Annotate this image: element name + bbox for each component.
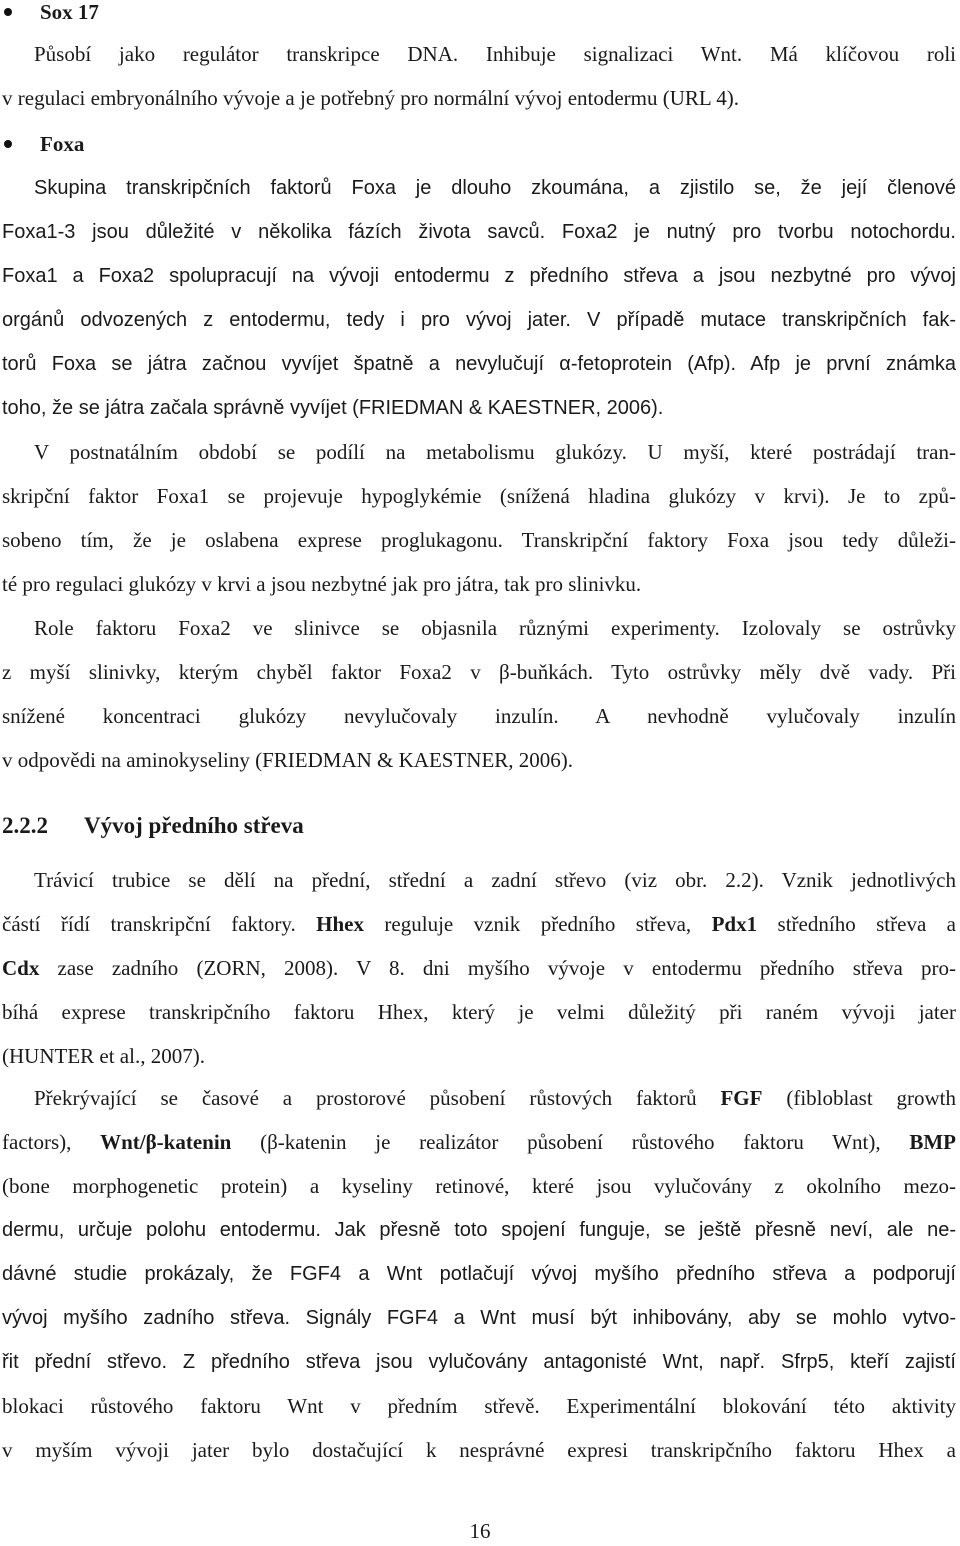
section-title: Vývoj předního střeva — [84, 813, 304, 838]
text-line: z myší slinivky, kterým chyběl faktor Foxa2 v β-buňkách. Tyto ostrůvky měly dvě vady. Při — [2, 660, 956, 684]
text-line: factors), Wnt/β-katenin (β-katenin je realizátor působení růstového faktoru Wnt), BMP — [2, 1130, 956, 1154]
text-line: (HUNTER et al., 2007). — [2, 1044, 205, 1068]
text-line: řit přední střevo. Z předního střeva jsou vylučovány antagonisté Wnt, např. Sfrp5, kteří zajistí — [2, 1351, 956, 1373]
factor-bmp: BMP — [909, 1130, 956, 1154]
page-number: 16 — [469, 1519, 491, 1543]
text-line: sobeno tím, že je oslabena exprese proglukagonu. Transkripční faktory Foxa jsou tedy důleži- — [2, 528, 956, 552]
text-line: Trávicí trubice se dělí na přední, střední a zadní střevo (viz obr. 2.2). Vznik jednotlivých — [34, 868, 956, 892]
section-heading — [2, 808, 304, 844]
text-line: v myším vývoji jater bylo dostačující k nesprávné expresi transkripčního faktoru Hhex a — [2, 1438, 956, 1462]
text-line: vývoj myšího zadního střeva. Signály FGF4 a Wnt musí být inhibovány, aby se mohlo vytvo- — [2, 1307, 956, 1329]
text-line: Foxa1 a Foxa2 spolupracují na vývoji entodermu z předního střeva a jsou nezbytné pro vývoj — [2, 265, 956, 287]
text-line: (bone morphogenetic protein) a kyseliny retinové, které jsou vylučovány z okolního mezo- — [2, 1174, 956, 1198]
factor-wnt-katenin: Wnt/β-katenin — [100, 1130, 232, 1154]
foxa2-paragraph — [2, 606, 956, 782]
foxa-paragraph — [2, 166, 956, 430]
text-line: Skupina transkripčních faktorů Foxa je dlouho zkoumána, a zjistilo se, že její členové — [34, 177, 956, 199]
foxa-heading: Foxa — [40, 132, 84, 156]
text-line: orgánů odvozených z entodermu, tedy i pro vývoj jater. V případě mutace transkripčních fak- — [2, 309, 956, 331]
text-line: v odpovědi na aminokyseliny (FRIEDMAN & KAESTNER, 2006). — [2, 748, 574, 772]
text-line: Působí jako regulátor transkripce DNA. Inhibuje signalizaci Wnt. Má klíčovou roli — [34, 42, 956, 66]
text-line: bíhá exprese transkripčního faktoru Hhex, který je velmi důležitý při raném vývoji jater — [2, 1000, 956, 1024]
gene-hhex: Hhex — [316, 912, 364, 936]
text-line: té pro regulaci glukózy v krvi a jsou nezbytné jak pro játra, tak pro slinivku. — [2, 572, 642, 596]
text-line: částí řídí transkripční faktory. Hhex reguluje vznik předního střeva, Pdx1 středního střeva a — [2, 912, 957, 936]
text-line: v regulaci embryonálního vývoje a je potřebný pro normální vývoj entodermu (URL 4). — [2, 86, 739, 110]
factor-fgf: FGF — [720, 1086, 763, 1110]
text-line: Role faktoru Foxa2 ve slinivce se objasnila různými experimenty. Izolovaly se ostrůvky — [34, 616, 956, 640]
text-line: Cdx zase zadního (ZORN, 2008). V 8. dni myšího vývoje v entodermu předního střeva pro- — [2, 956, 956, 980]
text-line: dermu, určuje polohu entodermu. Jak přesně toto spojení funguje, se ještě přesně neví, ale ne- — [2, 1219, 956, 1241]
foxa-metabolism-paragraph — [2, 430, 956, 606]
bullet-icon — [4, 8, 12, 16]
text-line: Foxa1-3 jsou důležité v několika fázích života savců. Foxa2 je nutný pro tvorbu notochordu. — [2, 221, 956, 243]
sox17-paragraph — [2, 32, 956, 120]
sox17-heading: Sox 17 — [40, 0, 99, 24]
section-number: 2.2.2 — [2, 813, 48, 838]
gene-cdx: Cdx — [2, 956, 40, 980]
bullet-icon — [4, 140, 12, 148]
text-line: dávné studie prokázaly, že FGF4 a Wnt potlačují vývoj myšího předního střeva a podporují — [2, 1263, 956, 1285]
text-line: toho, že se játra začala správně vyvíjet (FRIEDMAN & KAESTNER, 2006). — [2, 397, 664, 419]
foregut-paragraph-2 — [2, 1076, 956, 1472]
gene-pdx1: Pdx1 — [711, 912, 758, 936]
text-line: Překrývající se časové a prostorové působení růstových faktorů FGF (fibloblast growth — [34, 1086, 956, 1110]
foregut-paragraph-1 — [2, 858, 956, 1078]
text-line: torů Foxa se játra začnou vyvíjet špatně a nevylučují α-fetoprotein (Afp). Afp je první známka — [2, 353, 956, 375]
text-line: V postnatálním období se podílí na metabolismu glukózy. U myší, které postrádají tran- — [34, 440, 956, 464]
text-line: snížené koncentraci glukózy nevylučovaly inzulín. A nevhodně vylučovaly inzulín — [2, 704, 956, 728]
text-line: skripční faktor Foxa1 se projevuje hypoglykémie (snížená hladina glukózy v krvi). Je to způ- — [2, 484, 956, 508]
text-line: blokaci růstového faktoru Wnt v předním střevě. Experimentální blokování této aktivity — [2, 1394, 956, 1418]
